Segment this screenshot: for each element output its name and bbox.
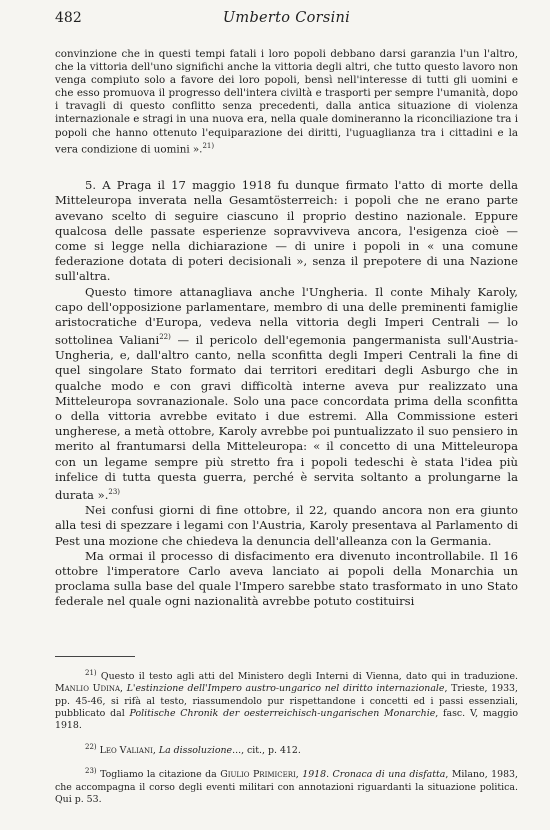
quote-text: convinzione che in questi tempi fatali i loro popoli debbano darsi garanzia l'un l'altro, che la vittoria dell'uno significhi anche la vittoria degli altri, che tutto questo lavoro non venga compiuto solo a favore dei loro popoli, bensì nell'interesse di tutti gli uomini e che esso promuova il progresso dell'intera civiltà e trasporti per sempre l'umanità, dopo i travagli di questo conflitto senza precedenti, dalla antica situazione di violenza internazionale e stragi in una nuova era, nella quale domineranno la riconciliazione tra i popoli che hanno ottenuto l'equiparazione dei diritti, l'uguaglianza tra i cittadini e la vera condizione di uomini ». — [55, 48, 518, 156]
footnote-ref: 22) — [159, 333, 171, 342]
footnote-divider — [55, 656, 135, 657]
paragraph-text: Questo timore attanagliava anche l'Ungheria. Il conte Mihaly Karoly, capo dell'opposizione parlamentare, membro di una delle preminenti famiglie aristocratiche d'Europa, vedeva nella vittoria degli Imperi Centrali — lo sottolinea Valiani — [55, 284, 518, 348]
paragraph: Nei confusi giorni di fine ottobre, il 22, quando ancora non era giunto alla tesi di spezzare i legami con l'Austria, Karoly presentava al Parlamento di Pest una mozione che chiedeva la denuncia dell'alleanza con la Germania. — [55, 503, 518, 548]
author-name: Giulio Primiceri — [220, 769, 296, 781]
page-number: 482 — [55, 10, 82, 26]
footnotes — [55, 667, 518, 807]
footnote: $^{21)}$ Questo il testo agli atti del Ministero degli Interni di Vienna, dato qui in traduzione. Manlio Udina, L'estinzione dell'Impero austro-ungarico nel diritto internazionale, Trieste, 1933, pp. 45-46, si rifà al testo, riassumendolo pur rispettandone i concetti ed i passi essenziali, pubblicato dal Politische Chronik der oesterreichisch-ungarischen Monarchie, fasc. V, maggio 1918. — [55, 668, 519, 732]
footnote: $^{23)}$ Togliamo la citazione da Giulio Primiceri, 1918. Cronaca di una disfatta, Milano, 1983, che accompagna il corso degli eventi militari con annotazioni riguardanti la situazione politica. Qui p. 53. — [55, 767, 518, 806]
paragraph: Ma ormai il processo di disfacimento era divenuto incontrollabile. Il 16 ottobre l'imperatore Carlo aveva lanciato ai popoli della Monarchia un proclama sulla base del quale l'Impero sarebbe stato trasformato in uno Stato federale nel quale ogni nazionalità avrebbe potuto costituirsi — [55, 548, 518, 609]
work-title: L'estinzione dell'Impero austro-ungarico nel diritto internazionale — [126, 683, 445, 695]
work-title: 1918. Cronaca di una disfatta — [302, 769, 446, 781]
work-title: La dissoluzione... — [158, 744, 242, 756]
block-quote — [55, 48, 518, 156]
footnote: $^{22)}$ Leo Valiani, La dissoluzione..., cit., p. 412. — [85, 742, 301, 756]
author-name: Manlio Udina — [55, 683, 121, 695]
work-title: Politische Chronik der oesterreichisch-ungarischen Monarchie — [129, 707, 436, 719]
footnote-number: 21) — [85, 668, 97, 677]
page-header — [55, 10, 518, 34]
footnote-number: 23) — [85, 767, 97, 776]
footnote-ref: 21) — [202, 141, 215, 150]
paragraph: 5. A Praga il 17 maggio 1918 fu dunque firmato l'atto di morte della Mitteleuropa inverata nella Gesamtösterreich: i popoli che ne erano parte avevano scelto di seguire ciascuno il proprio destino nazionale. Eppure qualcosa delle passate esperienze sopravviveva ancora, l'esigenza cioè — come si legge nella dichiarazione — di unire i popoli in « una comune federazione dotata di poteri decisionali », senza il prepotere di una Nazione sull'altra. — [55, 178, 518, 284]
paragraph-text: — il pericolo dell'egemonia pangermanista sull'Austria-Ungheria, e, dall'altro canto, nella sconfitta degli Imperi Centrali la fine di quel singolare Stato formato dai territori ereditari degli Asburgo che in qualche modo e con gravi difficoltà interne aveva pur realizzato una Mitteleuropa sovranazionale. Solo una pace concordata prima della sconfitta o della vittoria avrebbe evitato i due estremi. Alla Commissione esteri ungherese, a metà ottobre, Karoly avrebbe poi puntualizzato il suo pensiero in merito al frantumarsi della Mitteleuropa: « il concetto di una Mitteleuropa con un legame sempre più stretto fra i popoli tedeschi è stata l'idea più infelice di tutta questa guerra, perché è servita soltanto a prolungarne la durata ». — [55, 333, 518, 502]
paragraph — [55, 285, 518, 504]
footnote-ref: 23) — [108, 488, 121, 497]
footnote-number: 22) — [85, 742, 97, 751]
running-title: Umberto Corsini — [222, 10, 351, 26]
author-name: Leo Valiani — [99, 744, 153, 756]
body-text — [55, 178, 518, 609]
